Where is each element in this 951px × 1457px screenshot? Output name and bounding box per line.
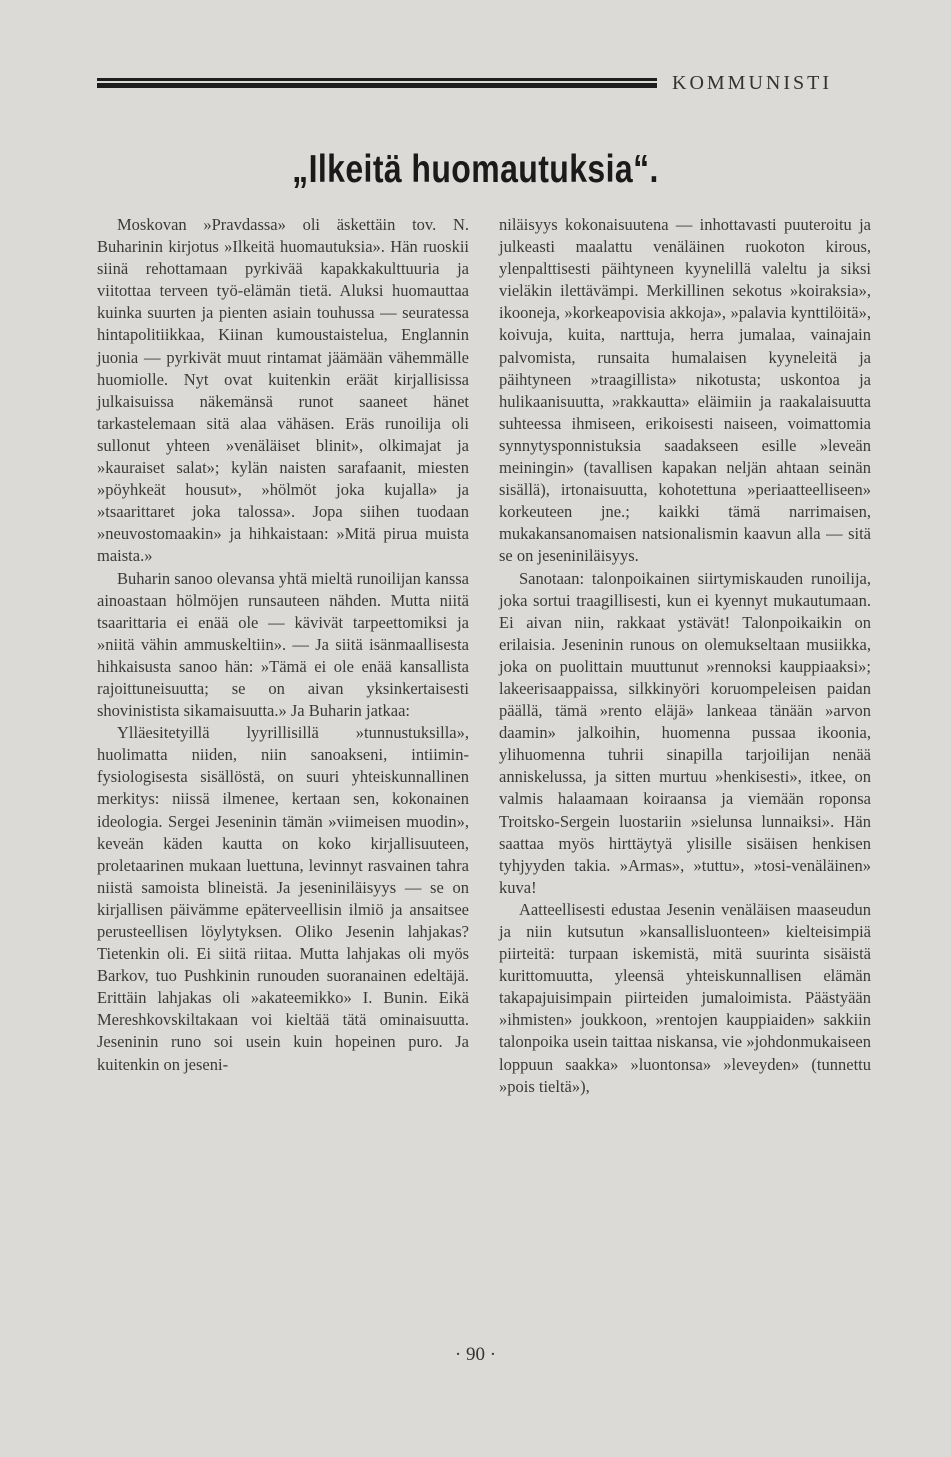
paragraph: Ylläesitetyillä lyyrillisillä »tunnustuksilla», huolimatta niiden, niin sanoakseni, intiimin-fysiologisesta sisällöstä, on suuri yhteiskunnallinen merkitys: niissä ilmenee, kertaan sen, kokonainen ideologia. Sergei Jeseninin tämän »viimeisen muodin», keveän käden kautta on koko kirjallisuuteen, proletaarinen mukaan luettuna, levinnyt rasvainen tahra niistä samoista blineistä. Ja jeseniniläisyys — se on kirjallisen päivämme epäterveellisin ilmiö ja ansaitsee perusteellisen löylytyksen. Oliko Jesenin lahjakas? Tietenkin oli. Ei siitä riitaa. Mutta lahjakas oli myös Barkov, tuo Pushkinin runouden suoranainen edeltäjä. Erittäin lahjakas oli »akateemikko» I. Bunin. Eikä Mereshkovskiltakaan voi kieltää tätä ominaisuutta. Jeseninin runo soi usein kuin hopeinen puro. Ja kuitenkin on jeseni- [97, 723, 469, 1074]
paragraph: Buharin sanoo olevansa yhtä mieltä runoilijan kanssa ainoastaan hölmöjen runsauteen nähden. Mutta niitä tsaarittaria ei enää ole — kävivät tarpeettomiksi ja »niitä vähin ammuskeltiin». — Ja siitä isänmaallisesta hihkaisusta sanoo hän: »Tämä ei ole enää kansallista rajoittuneisuutta; se on aivan yksinkertaisesti shovinistista sikamaisuutta.» Ja Buharin jatkaa: [97, 568, 469, 721]
right-column [499, 214, 871, 1098]
header-rule [97, 78, 657, 88]
running-head: KOMMUNISTI [672, 72, 832, 94]
article-title: „Ilkeitä huomautuksia“. [292, 148, 659, 191]
page-number: · 90 · [454, 1344, 497, 1365]
paragraph: Aatteellisesti edustaa Jesenin venäläisen maaseudun ja niin kutsutun »kansallisluonteen» kielteisimpiä piirteitä: turpaan iskemistä, mitä suurinta sisäistä kurittomuutta, yleensä yhteiskunnallisen elämän takapajuisimpain piirteiden jumaloimista. Päästyään »ihmisten» joukkoon, »rentojen kauppiaiden» sakkiin talonpoika usein taittaa niskansa, vie »johdonmukaiseen loppuun saakka» »luontonsa» »leveyden» (tunnettu »pois tieltä»), [499, 899, 871, 1096]
paragraph: Moskovan »Pravdassa» oli äskettäin tov. N. Buharinin kirjotus »Ilkeitä huomautuksia». Hän ruoskii siinä rehottamaan pyrkivää kapakkakulttuuria ja viitottaa terveen työ-elämän tietä. Aluksi huomauttaa kuinka suurten ja pienten asiain touhussa — seuratessa hintapolitiikkaa, Kiinan kumoustaistelua, Englannin juonia — pyrkivät muut rintamat jäämään vähemmälle huomiolle. Nyt ovat kuitenkin eräät kirjallisissa julkaisuissa näkemänsä runot saaneet hänet tarkastelemaan sitä alaa vähäsen. Eräs runoilija oli sullonut yhteen »venäläiset blinit», olkimajat ja »kauraiset salat»; kylän naisten sarafaanit, miesten »pöyhkeät housut», »hölmöt joka kujalla» ja »tsaarittaret joka talossa». Jopa siihen tuodaan »neuvostomaakin» ja hihkaistaan: »Mitä pirua muista maista.» [97, 215, 469, 566]
left-column [97, 214, 469, 1076]
paragraph: Sanotaan: talonpoikainen siirtymiskauden runoilija, joka sortui traagillisesti, kun ei kyennyt mukautumaan. Ei aivan niin, rakkaat ystävät! Talonpoikaikin on erilaisia. Jeseninin runous on olemukseltaan musiikka, joka on puolittain muuttunut »rennoksi kauppiaaksi»; lakeerisaappaissa, silkkinyöri koruompeleisen paidan päällä, tämä »rento eläjä» lankeaa tänään »arvon daamin» jalkoihin, huomenna pussaa ikoonia, ylihuomenna tuhrii sinapilla tarjoilijan nenää anniskelussa, ja sitten murtuu »henkisesti», itkee, on valmis halaamaan koiraansa ja viemään roponsa Troitsko-Sergein luostariin »sielunsa lunnaiksi». Hän saattaa myös hirttäytyä ylisille sisäisen henkisen tyhjyyden takia. »Armas», »tuttu», »tosi-venäläinen» kuva! [499, 568, 871, 897]
paragraph: niläisyys kokonaisuutena — inhottavasti puuteroitu ja julkeasti maalattu venäläinen ruokoton kirous, ylenpalttisesti päihtyneen kyynelillä valeltu ja siksi vieläkin ilettävämpi. Merkillinen sekotus »koiraksia», ikooneja, »korkeapovisia akkoja», »palavia kynttilöitä», koivuja, kuita, narttuja, herra jumalaa, vainajain palvomista, runsaita humalaisen kyyneleitä ja päihtyneen »traagillista» nikotusta; uskontoa ja hulikaanisuutta, »rakkautta» eläimiin ja raakalaisuutta suhteessa ihmiseen, erikoisesti naiseen, voimattomia synnytysponnistuksia saadakseen esille »leveän meiningin» (tavallisen kapakan neljän ahtaan seinän sisällä), irtonaisuutta, kohotettuna »periaatteelliseen» korkeuteen jne.; kaikki tämä narrimaisen, mukakansanomaisen natsionalismin kaavun alla — sitä se on jeseniniläisyys. [499, 215, 871, 566]
